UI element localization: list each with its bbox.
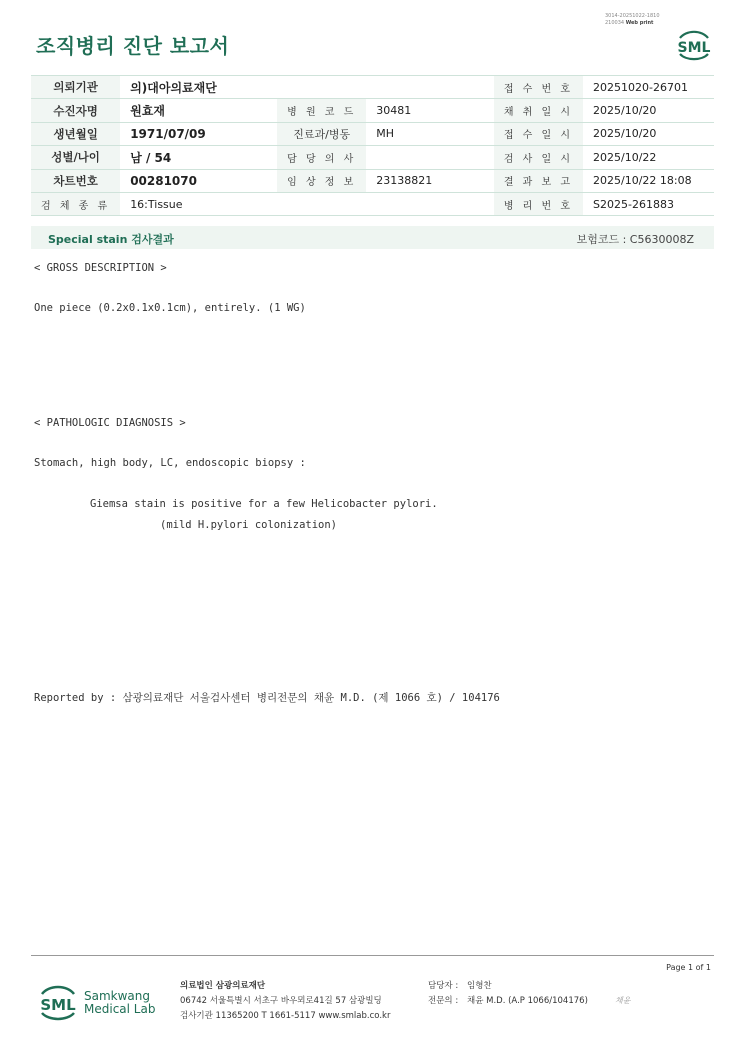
receipt-date-value: 2025/10/20 bbox=[583, 122, 714, 145]
specimen-type-label: 검 체 종 류 bbox=[31, 192, 120, 215]
institution-value: 의)대아의료재단 bbox=[120, 76, 494, 99]
doctor-value bbox=[366, 146, 494, 169]
receipt-no-value: 20251020-26701 bbox=[583, 76, 714, 99]
org-address: 06742 서울특별시 서초구 바우뫼로41길 57 삼광빌딩 bbox=[180, 996, 382, 1006]
info-row bbox=[31, 99, 714, 122]
collection-date-label: 채 취 일 시 bbox=[494, 99, 583, 122]
org-contact: 검사기관 11365200 T 1661-5117 www.smlab.co.kr bbox=[180, 1011, 391, 1021]
patient-name-label: 수진자명 bbox=[31, 99, 120, 122]
hospital-code-label: 병 원 코 드 bbox=[277, 99, 366, 122]
receipt-no-label: 접 수 번 호 bbox=[494, 76, 583, 99]
signature-mark: 채윤 bbox=[615, 996, 631, 1005]
gross-description-header: < GROSS DESCRIPTION > bbox=[34, 262, 167, 274]
manager-value: 임형찬 bbox=[467, 981, 492, 991]
gross-description-text: One piece (0.2x0.1x0.1cm), entirely. (1 WG) bbox=[34, 302, 306, 314]
report-title: 조직병리 진단 보고서 bbox=[36, 34, 230, 58]
specialist-label: 전문의 : bbox=[428, 996, 459, 1006]
section-title: Special stain 검사결과 bbox=[48, 233, 174, 246]
info-row bbox=[31, 76, 714, 99]
pathologic-diagnosis-header: < PATHOLOGIC DIAGNOSIS > bbox=[34, 417, 186, 429]
info-row bbox=[31, 122, 714, 145]
hospital-code-value: 30481 bbox=[366, 99, 494, 122]
brand-line-1: Samkwang bbox=[84, 989, 150, 1003]
report-meta-code bbox=[605, 13, 660, 27]
specialist-value: 채윤 M.D. (A.P 1066/104176) bbox=[467, 996, 588, 1006]
dept-label: 진료과/병동 bbox=[277, 122, 366, 145]
footer-org-info bbox=[180, 979, 390, 1024]
brand-name bbox=[84, 990, 155, 1016]
sex-age-value: 남 / 54 bbox=[120, 146, 277, 169]
footer-divider bbox=[31, 955, 714, 956]
pathology-no-value: S2025-261883 bbox=[583, 192, 714, 215]
pathology-no-label: 병 리 번 호 bbox=[494, 192, 583, 215]
diagnosis-line-2: (mild H.pylori colonization) bbox=[160, 519, 338, 531]
clinical-info-label: 임 상 정 보 bbox=[277, 169, 366, 192]
brand-line-2: Medical Lab bbox=[84, 1002, 156, 1016]
birth-date-label: 생년월일 bbox=[31, 122, 120, 145]
sml-logo-text: SML bbox=[677, 40, 711, 56]
info-row bbox=[31, 146, 714, 169]
diagnosis-site: Stomach, high body, LC, endoscopic biopsy : bbox=[34, 457, 306, 469]
insurance-code: 보험코드 : C5630008Z bbox=[576, 233, 694, 246]
specimen-type-value: 16:Tissue bbox=[120, 192, 494, 215]
collection-date-value: 2025/10/20 bbox=[583, 99, 714, 122]
section-header-bar bbox=[31, 226, 714, 249]
institution-label: 의뢰기관 bbox=[31, 76, 120, 99]
doctor-label: 담 당 의 사 bbox=[277, 146, 366, 169]
test-date-value: 2025/10/22 bbox=[583, 146, 714, 169]
footer-staff-info bbox=[428, 979, 588, 1009]
meta-line-1: 3014-20251022-1810 bbox=[605, 13, 660, 19]
birth-date-value: 1971/07/09 bbox=[120, 122, 277, 145]
test-date-label: 검 사 일 시 bbox=[494, 146, 583, 169]
sex-age-label: 성별/나이 bbox=[31, 146, 120, 169]
info-row bbox=[31, 169, 714, 192]
sml-footer-logo-text: SML bbox=[40, 996, 76, 1014]
info-row bbox=[31, 192, 714, 215]
sml-logo-icon bbox=[674, 26, 714, 64]
dept-value: MH bbox=[366, 122, 494, 145]
manager-label: 담당자 : bbox=[428, 981, 459, 991]
web-print-label: Web print bbox=[625, 20, 654, 26]
org-name: 의료법인 삼광의료재단 bbox=[180, 981, 266, 991]
patient-info-table bbox=[31, 75, 714, 216]
diagnosis-line-1: Giemsa stain is positive for a few Helicobacter pylori. bbox=[90, 498, 438, 510]
result-report-value: 2025/10/22 18:08 bbox=[583, 169, 714, 192]
page-number: Page 1 of 1 bbox=[666, 963, 711, 972]
meta-line-2: 210034 bbox=[605, 20, 625, 26]
clinical-info-value: 23138821 bbox=[366, 169, 494, 192]
chart-no-label: 차트번호 bbox=[31, 169, 120, 192]
reported-by: Reported by : 삼광의료재단 서울검사센터 병리전문의 채윤 M.D. (제 1066 호) / 104176 bbox=[34, 692, 500, 704]
patient-name-value: 원효재 bbox=[120, 99, 277, 122]
receipt-date-label: 접 수 일 시 bbox=[494, 122, 583, 145]
sml-footer-logo-icon bbox=[36, 980, 80, 1026]
result-report-label: 결 과 보 고 bbox=[494, 169, 583, 192]
chart-no-value: 00281070 bbox=[120, 169, 277, 192]
